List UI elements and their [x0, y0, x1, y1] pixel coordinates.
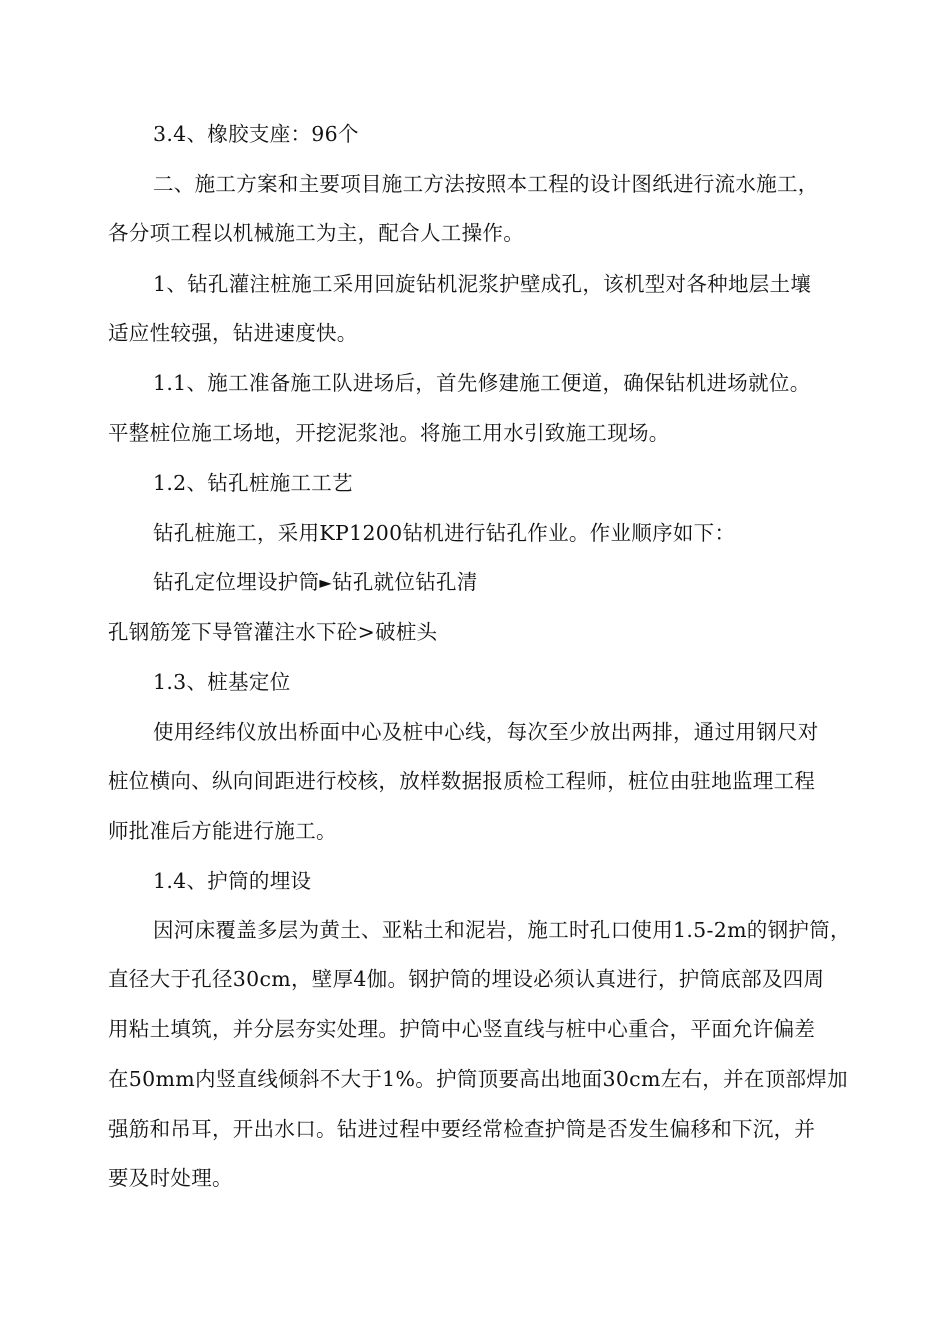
text-line-1-4: 1.4、护筒的埋设: [153, 869, 312, 893]
process-step-1: 钻孔定位埋设护筒: [153, 570, 320, 594]
text-line-casing: 因河床覆盖多层为黄土、亚粘土和泥岩，施工时孔口使用1.5-2m的钢护筒，: [153, 918, 851, 942]
text-line-positioning-cont-1: 桩位横向、纵向间距进行校核，放样数据报质检工程师，桩位由驻地监理工程: [108, 769, 816, 793]
text-line-1: 1、钻孔灌注桩施工采用回旋钻机泥浆护壁成孔，该机型对各种地层土壤: [153, 272, 812, 296]
text-line-casing-cont-4: 强筋和吊耳，开出水口。钻进过程中要经常检查护筒是否发生偏移和下沉，并: [108, 1117, 816, 1141]
text-line-casing-cont-3: 在50mm内竖直线倾斜不大于1%。护筒顶要高出地面30cm左右，并在顶部焊加: [108, 1067, 848, 1091]
text-line-section-2: 二、施工方案和主要项目施工方法按照本工程的设计图纸进行流水施工，: [153, 172, 819, 196]
text-line-process-flow-cont: 孔钢筋笼下导管灌注水下砼>破桩头: [108, 620, 438, 644]
text-line-casing-cont-5: 要及时处理。: [108, 1166, 233, 1190]
text-line-positioning-cont-2: 师批准后方能进行施工。: [108, 819, 337, 843]
text-line-1-2: 1.2、钻孔桩施工工艺: [153, 471, 353, 495]
text-line-casing-cont-2: 用粘土填筑，并分层夯实处理。护筒中心竖直线与桩中心重合，平面允许偏差: [108, 1017, 816, 1041]
text-line-section-2-cont: 各分项工程以机械施工为主，配合人工操作。: [108, 221, 524, 245]
text-line-drilling-intro: 钻孔桩施工，采用KP1200钻机进行钻孔作业。作业顺序如下：: [153, 521, 736, 545]
process-step-2: 钻孔就位钻孔清: [332, 570, 478, 594]
text-line-positioning: 使用经纬仪放出桥面中心及桩中心线，每次至少放出两排，通过用钢尺对: [153, 720, 819, 744]
text-line-process-flow: [153, 569, 478, 596]
text-line-1-1-cont: 平整桩位施工场地，开挖泥浆池。将施工用水引致施工现场。: [108, 421, 670, 445]
text-line-1-1: 1.1、施工准备施工队进场后，首先修建施工便道，确保钻机进场就位。: [153, 371, 811, 395]
text-line-casing-cont-1: 直径大于孔径30cm，壁厚4伽。钢护筒的埋设必须认真进行，护筒底部及四周: [108, 967, 825, 991]
text-line-3-4: 3.4、橡胶支座：96个: [153, 122, 359, 146]
arrow-right-icon: ►: [319, 573, 333, 592]
text-line-1-cont: 适应性较强，钻进速度快。: [108, 321, 358, 345]
text-line-1-3: 1.3、桩基定位: [153, 670, 291, 694]
